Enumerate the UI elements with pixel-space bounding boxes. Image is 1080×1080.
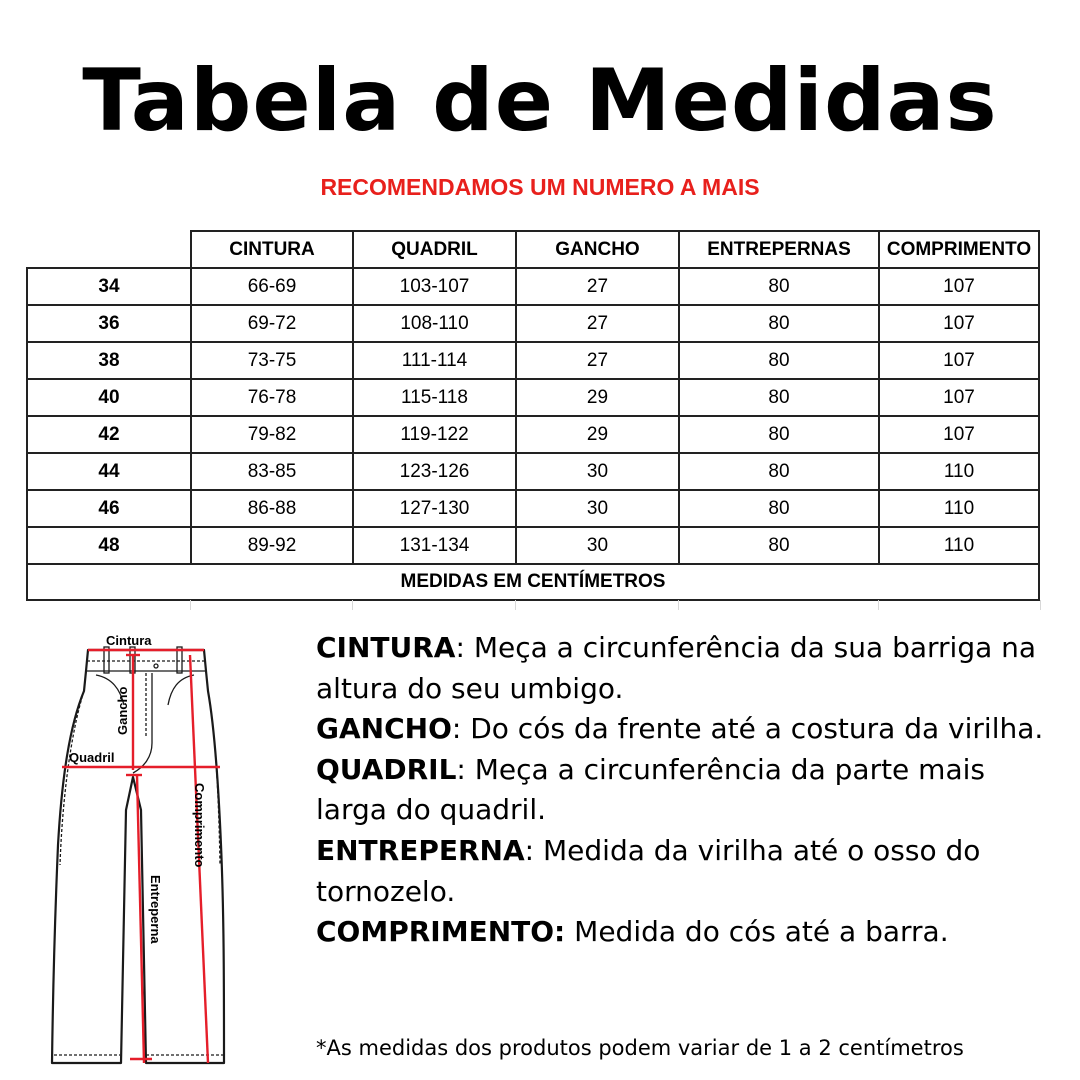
label-quadril: Quadril	[69, 750, 115, 765]
measure-cell: 80	[679, 527, 879, 564]
measure-cell: 123-126	[353, 453, 516, 490]
measure-cell: 30	[516, 527, 679, 564]
label-gancho: Gancho	[115, 686, 130, 735]
header-entrepernas: ENTREPERNAS	[679, 231, 879, 268]
header-cintura: CINTURA	[191, 231, 353, 268]
desc-sep: :	[524, 833, 544, 867]
label-comprimento: Comprimento	[192, 783, 207, 868]
measure-cell: 86-88	[191, 490, 353, 527]
table-row	[27, 416, 1039, 453]
table-guide-marks	[0, 600, 1080, 612]
measure-cell: 107	[879, 268, 1039, 305]
measure-cell: 27	[516, 342, 679, 379]
desc-sep: :	[451, 712, 471, 746]
measurement-descriptions	[316, 628, 1056, 953]
desc-text: Medida do cós até a barra.	[574, 915, 949, 949]
desc-text: Meça a circunferência da sua barriga na altura do seu umbigo.	[316, 631, 1037, 705]
desc-text: Medida da virilha até o osso do tornozelo.	[316, 833, 981, 908]
size-cell: 38	[27, 342, 191, 379]
measure-cell: 131-134	[353, 527, 516, 564]
table-row	[27, 527, 1039, 564]
measure-cell: 108-110	[353, 305, 516, 342]
desc-text: Do cós da frente até a costura da virilha.	[470, 712, 1044, 746]
desc-comprimento	[316, 912, 1056, 953]
label-entreperna: Entreperna	[148, 875, 163, 944]
measure-cell: 83-85	[191, 453, 353, 490]
size-cell: 46	[27, 490, 191, 527]
table-header-row	[27, 231, 1039, 268]
measure-cell: 80	[679, 305, 879, 342]
table-row	[27, 453, 1039, 490]
measure-cell: 29	[516, 416, 679, 453]
header-blank-cell	[27, 231, 191, 268]
size-cell: 42	[27, 416, 191, 453]
measure-cell: 127-130	[353, 490, 516, 527]
size-cell: 44	[27, 453, 191, 490]
measure-cell: 80	[679, 490, 879, 527]
desc-sep: :	[455, 631, 474, 664]
measure-cell: 73-75	[191, 342, 353, 379]
desc-sep: :	[456, 752, 475, 786]
measure-cell: 111-114	[353, 342, 516, 379]
header-comprimento: COMPRIMENTO	[879, 231, 1039, 268]
page-title: Tabela de Medidas	[82, 51, 998, 151]
measure-cell: 107	[879, 416, 1039, 453]
measure-cell: 27	[516, 268, 679, 305]
measure-cell: 30	[516, 490, 679, 527]
desc-entreperna	[316, 831, 1056, 912]
size-cell: 36	[27, 305, 191, 342]
measure-cell: 79-82	[191, 416, 353, 453]
measure-cell: 110	[879, 527, 1039, 564]
measure-cell: 89-92	[191, 527, 353, 564]
desc-term: ENTREPERNA	[316, 833, 525, 867]
measure-cell: 66-69	[191, 268, 353, 305]
size-cell: 40	[27, 379, 191, 416]
desc-cintura	[316, 628, 1056, 709]
variation-note: *As medidas dos produtos podem variar de 1 a 2 centímetros	[316, 1036, 964, 1060]
pants-illustration	[40, 625, 280, 1075]
recommendation-subtitle: RECOMENDAMOS UM NUMERO A MAIS	[320, 174, 760, 200]
desc-sep	[565, 915, 574, 948]
table-row	[27, 490, 1039, 527]
measure-cell: 107	[879, 305, 1039, 342]
header-gancho: GANCHO	[516, 231, 679, 268]
table-row	[27, 379, 1039, 416]
desc-term: COMPRIMENTO:	[316, 915, 566, 949]
desc-term: GANCHO	[316, 712, 452, 746]
table-row	[27, 268, 1039, 305]
measure-cell: 80	[679, 379, 879, 416]
measure-cell: 80	[679, 268, 879, 305]
units-footnote: MEDIDAS EM CENTÍMETROS	[27, 564, 1039, 600]
desc-quadril	[316, 750, 1056, 831]
measure-cell: 27	[516, 305, 679, 342]
size-table	[26, 230, 1040, 601]
measure-cell: 115-118	[353, 379, 516, 416]
measure-cell: 103-107	[353, 268, 516, 305]
measure-cell: 30	[516, 453, 679, 490]
desc-term: QUADRIL	[316, 752, 457, 786]
table-footer-row	[27, 564, 1039, 600]
measure-cell: 110	[879, 490, 1039, 527]
size-cell: 48	[27, 527, 191, 564]
measure-cell: 80	[679, 342, 879, 379]
desc-term: CINTURA	[316, 631, 456, 664]
measure-cell: 80	[679, 453, 879, 490]
measure-cell: 80	[679, 416, 879, 453]
measure-cell: 107	[879, 379, 1039, 416]
measure-cell: 119-122	[353, 416, 516, 453]
desc-text: Meça a circunferência da parte mais larga do quadril.	[316, 752, 985, 827]
desc-gancho	[316, 709, 1056, 750]
table-row	[27, 305, 1039, 342]
table-row	[27, 342, 1039, 379]
measure-cell: 110	[879, 453, 1039, 490]
measure-cell: 29	[516, 379, 679, 416]
header-quadril: QUADRIL	[353, 231, 516, 268]
measure-cell: 76-78	[191, 379, 353, 416]
measure-cell: 107	[879, 342, 1039, 379]
label-cintura: Cintura	[106, 633, 152, 648]
measure-cell: 69-72	[191, 305, 353, 342]
size-cell: 34	[27, 268, 191, 305]
